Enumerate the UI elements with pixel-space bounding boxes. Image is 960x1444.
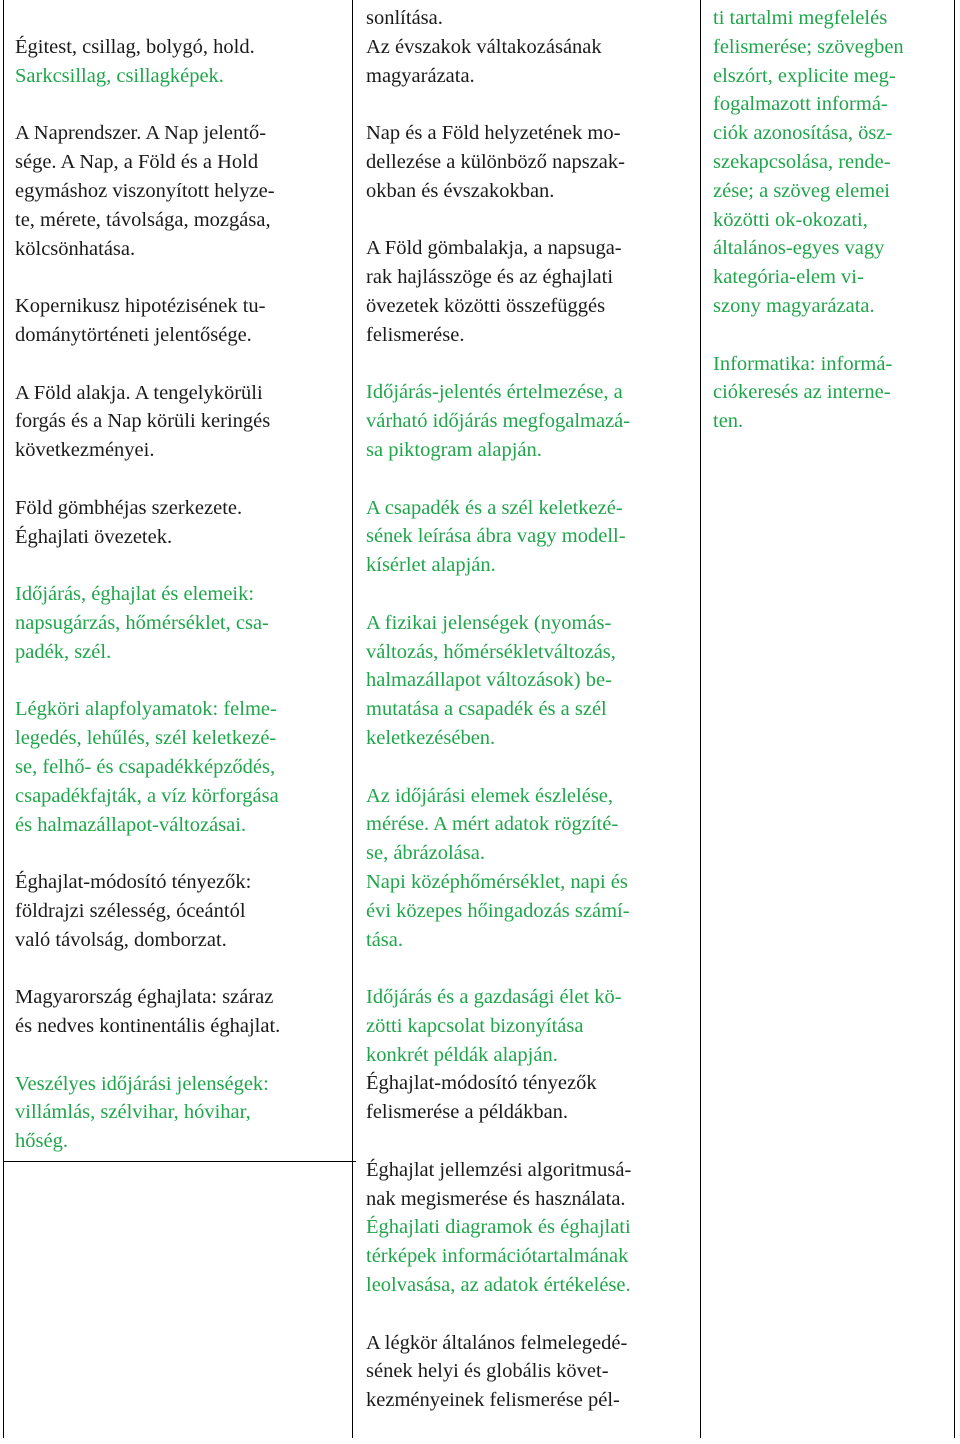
text-line: kísérlet alapján. <box>366 554 496 577</box>
text-line: elszórt, explicite meg- <box>713 64 896 87</box>
text-line: Éghajlat jellemzési algoritmusá- <box>366 1158 632 1181</box>
text-line: kölcsönhatása. <box>15 237 136 260</box>
text-line: ciókeresés az interne- <box>713 381 891 404</box>
text-line: felismerése; szövegben <box>713 35 904 58</box>
text-line: Időjárás, éghajlat és elemeik: <box>15 583 255 606</box>
text-line: rak hajlásszöge és az éghajlati <box>366 266 614 289</box>
text-line: napsugárzás, hőmérséklet, csa- <box>15 611 269 634</box>
text-line: sa piktogram alapján. <box>366 438 542 461</box>
text-line: következményei. <box>15 439 155 462</box>
text-line: közötti ok-okozati, <box>713 208 868 231</box>
text-line: Informatika: informá- <box>713 352 893 375</box>
text-line: leolvasása, az adatok értékelése. <box>366 1274 631 1297</box>
text-line: Veszélyes időjárási jelenségek: <box>15 1072 269 1095</box>
text-paragraph <box>713 4 953 321</box>
text-line: és nedves kontinentális éghajlat. <box>15 1015 281 1038</box>
text-line: nak megismerése és használata. <box>366 1187 626 1210</box>
text-line: Föld gömbhéjas szerkezete. <box>15 496 243 519</box>
text-line: csapadékfajták, a víz körforgása <box>15 784 279 807</box>
text-line: Égitest, csillag, bolygó, hold. <box>15 36 255 58</box>
text-line: villámlás, szélvihar, hóvihar, <box>15 1101 251 1124</box>
text-line: fogalmazott informá- <box>713 93 888 116</box>
text-paragraph <box>15 580 350 666</box>
text-line: övezetek közötti összefüggés <box>366 294 606 317</box>
text-line: A csapadék és a szél keletkezé- <box>366 496 623 519</box>
text-line: legedés, lehűlés, szél keletkezé- <box>15 727 277 750</box>
text-line: Magyarország éghajlata: száraz <box>15 986 274 1009</box>
text-line: Nap és a Föld helyzetének mo- <box>366 122 621 145</box>
column-1-text <box>15 33 350 1185</box>
text-line: és halmazállapot-változásai. <box>15 813 247 836</box>
text-line: Légköri alapfolyamatok: felme- <box>15 698 277 721</box>
text-line: sének leírása ábra vagy modell- <box>366 525 626 548</box>
text-line: se, felhő- és csapadékképződés, <box>15 755 276 778</box>
text-paragraph <box>15 33 350 91</box>
text-paragraph <box>366 983 698 1127</box>
text-line: te, mérete, távolsága, mozgása, <box>15 208 271 231</box>
text-paragraph <box>366 609 698 753</box>
text-line: szekapcsolása, rende- <box>713 150 891 173</box>
text-line: való távolság, domborzat. <box>15 928 227 951</box>
text-line: konkrét példák alapján. <box>366 1043 558 1066</box>
text-line: ciók azonosítása, ösz- <box>713 122 893 145</box>
column-2-text <box>366 4 698 1444</box>
text-paragraph <box>366 234 698 349</box>
text-line: sonlítása. <box>366 7 443 29</box>
text-line: A Föld gömbalakja, a napsuga- <box>366 237 622 260</box>
text-line: zötti kapcsolat bizonyítása <box>366 1014 584 1037</box>
text-line: Éghajlat-módosító tényezők: <box>15 871 252 894</box>
text-line: Éghajlati diagramok és éghajlati <box>366 1216 631 1239</box>
text-line: se, ábrázolása. <box>366 842 485 865</box>
text-line: Sarkcsillag, csillagképek. <box>15 64 224 87</box>
text-line: A Naprendszer. A Nap jelentő- <box>15 122 267 145</box>
text-line: évi közepes hőingadozás számí- <box>366 899 630 922</box>
text-paragraph <box>15 379 350 465</box>
text-line: földrajzi szélesség, óceántól <box>15 899 246 922</box>
text-line: általános-egyes vagy <box>713 237 885 260</box>
text-line: sének helyi és globális követ- <box>366 1360 609 1383</box>
text-paragraph <box>15 119 350 263</box>
text-line: dellezése a különböző napszak- <box>366 150 625 173</box>
text-line: zése; a szöveg elemei <box>713 179 891 202</box>
text-line: kategória-elem vi- <box>713 266 864 289</box>
text-paragraph <box>15 494 350 552</box>
text-line: Napi középhőmérséklet, napi és <box>366 870 628 893</box>
text-paragraph <box>366 4 698 90</box>
text-line: okban és évszakokban. <box>366 179 555 202</box>
text-line: mutatása a csapadék és a szél <box>366 698 607 721</box>
text-line: Az évszakok váltakozásának <box>366 35 602 58</box>
text-line: térképek információtartalmának <box>366 1245 629 1268</box>
text-paragraph <box>366 782 698 955</box>
text-line: hőség. <box>15 1130 68 1153</box>
text-line: keletkezésében. <box>366 726 496 749</box>
text-line: padék, szél. <box>15 640 112 663</box>
text-line: halmazállapot változások) be- <box>366 669 612 692</box>
text-paragraph <box>713 350 953 436</box>
text-line: egymáshoz viszonyított helyze- <box>15 179 275 202</box>
text-line: felismerése. <box>366 323 465 346</box>
text-line: ti tartalmi megfelelés <box>713 7 888 29</box>
text-paragraph <box>366 378 698 464</box>
text-paragraph <box>15 868 350 954</box>
text-paragraph <box>15 695 350 839</box>
text-line: ten. <box>713 410 744 433</box>
text-line: sége. A Nap, a Föld és a Hold <box>15 151 259 174</box>
text-line: Az időjárási elemek észlelése, <box>366 784 614 807</box>
text-line: szony magyarázata. <box>713 294 875 317</box>
text-line: változás, hőmérsékletváltozás, <box>366 640 616 663</box>
text-paragraph <box>15 1070 350 1156</box>
text-line: A fizikai jelenségek (nyomás- <box>366 611 612 634</box>
text-line: Kopernikusz hipotézisének tu- <box>15 295 266 318</box>
text-line: A légkör általános felmelegedé- <box>366 1331 628 1354</box>
text-paragraph <box>15 983 350 1041</box>
text-paragraph <box>366 119 698 205</box>
column-3-text <box>713 4 953 465</box>
text-line: felismerése a példákban. <box>366 1101 569 1124</box>
text-line: várható időjárás megfogalmazá- <box>366 410 631 433</box>
text-line: mérése. A mért adatok rögzíté- <box>366 813 619 836</box>
text-line: tása. <box>366 928 403 951</box>
text-line: Éghajlati övezetek. <box>15 525 173 548</box>
text-line: magyarázata. <box>366 64 475 87</box>
text-line: kezményeinek felismerése pél- <box>366 1389 620 1412</box>
text-paragraph <box>366 1156 698 1300</box>
text-line: dománytörténeti jelentősége. <box>15 323 252 346</box>
text-line: Időjárás-jelentés értelmezése, a <box>366 381 623 404</box>
text-paragraph <box>366 1329 698 1415</box>
text-paragraph <box>15 292 350 350</box>
text-paragraph <box>366 494 698 580</box>
text-line: A Föld alakja. A tengelykörüli <box>15 381 263 404</box>
text-line: Éghajlat-módosító tényezők <box>366 1072 597 1095</box>
text-line: forgás és a Nap körüli keringés <box>15 410 271 433</box>
text-line: Időjárás és a gazdasági élet kö- <box>366 986 622 1009</box>
